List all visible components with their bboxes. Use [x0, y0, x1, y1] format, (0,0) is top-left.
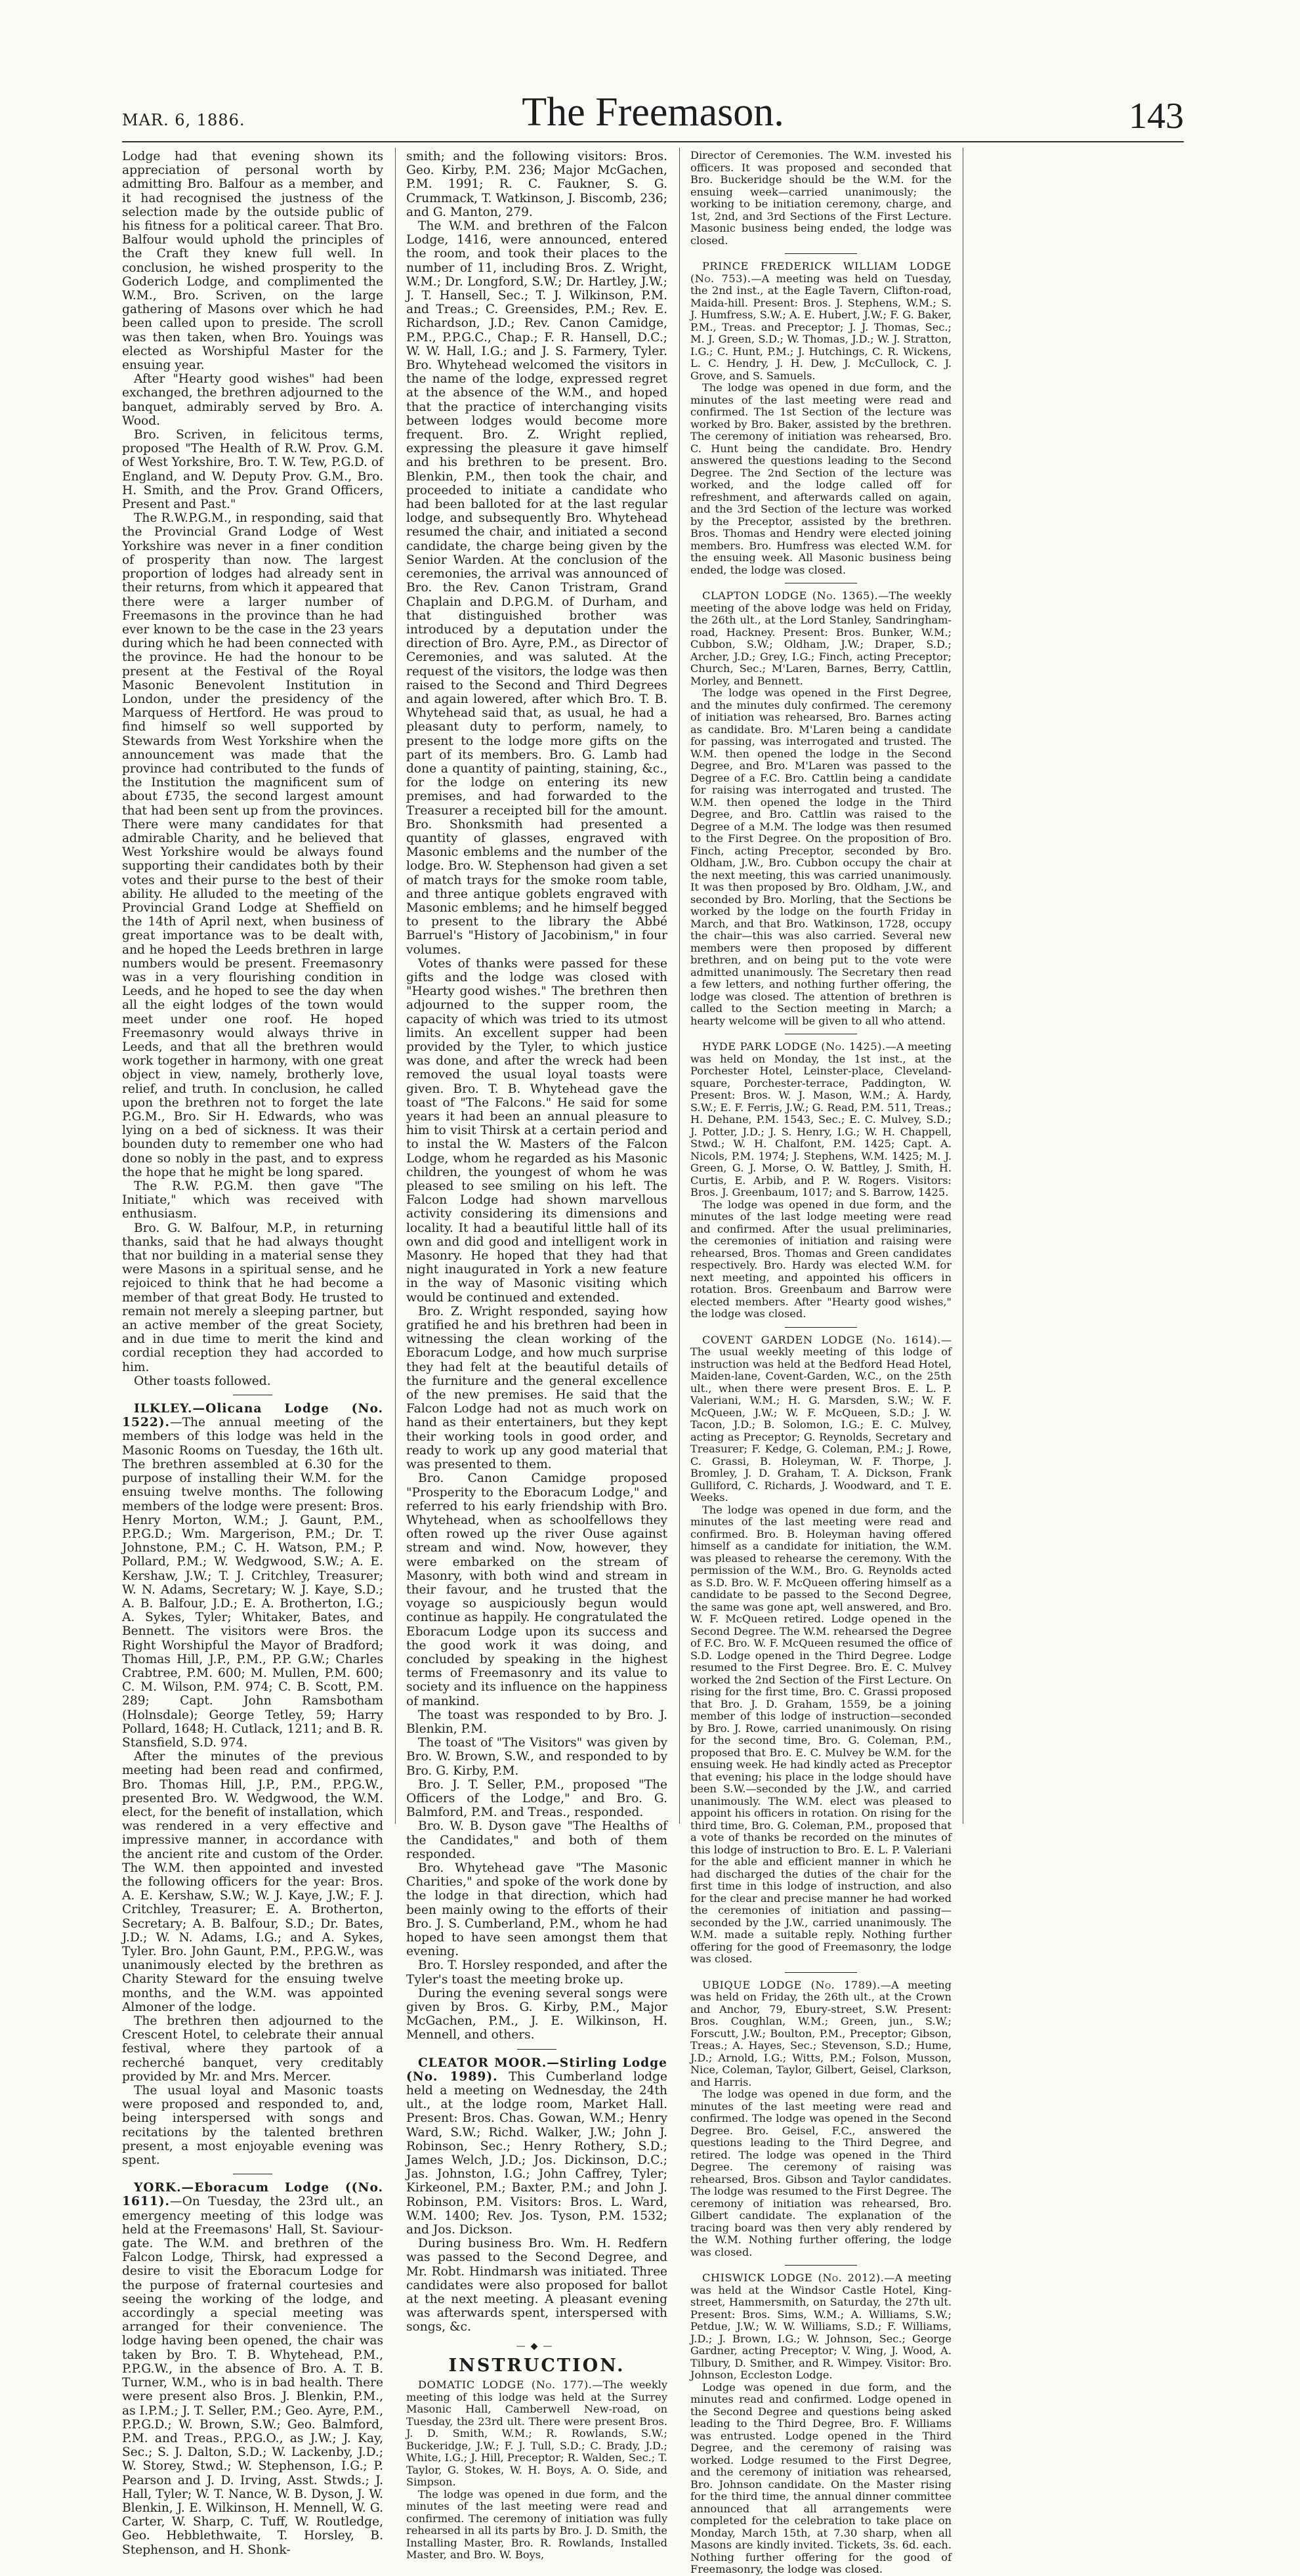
column-divider [395, 148, 396, 1824]
paragraph: The lodge was opened in due form, and the minutes of the last meeting were read and confirmed. Bro. B. Holeyman having offered himself as a candidate for initiation, the W.M. was pleased to rehearse the ceremony. With the permission of the W.M., Bro. G. Reynolds acted as S.D. Bro. W. F. McQueen offering himself as a candidate to be passed to the Second Degree, the same was gone apt, well answered, and Bro. W. F. McQueen retired. Lodge opened in the Second Degree. The W.M. rehearsed the Degree of F.C. Bro. W. F. McQueen resumed the office of S.D. Lodge opened in the Third Degree. Lodge resumed to the First Degree. Bro. E. C. Mulvey worked the 2nd Section of the First Lecture. On rising for the first time, Bro. C. Grassi proposed that Bro. J. D. Graham, 1559, be a joining member of this lodge of instruction—seconded by Bro. J. Rowe, carried unanimously. On rising for the second time, Bro. G. Coleman, P.M., proposed that Bro. E. C. Mulvey be W.M. for the ensuing week. He had kindly acted as Preceptor that evening; his place in the lodge should have been S.W.—seconded by the J.W., and carried unanimously. The W.M. elect was pleased to appoint his officers in rotation. On rising for the third time, Bro. G. Coleman, P.M., proposed that a vote of thanks be recorded on the minutes of this lodge of instruction to Bro. E. L. P. Valeriani for the able and efficient manner in which he had discharged the duties of the chair for the first time in this lodge of instruction, and also for the clear and precise manner he had worked the ceremonies of initiation and passing—seconded by the J.W., carried unanimously. The W.M. made a suitable reply. Nothing further offering for the good of Freemasonry, the lodge was closed. [690, 1503, 952, 1965]
paragraph: The brethren then adjourned to the Crescent Hotel, to celebrate their annual festival, where they partook of a recherché banquet, very creditably provided by Mr. and Mrs. Mercer. [122, 2014, 383, 2084]
column-3 [690, 149, 952, 2575]
article-clapton [690, 590, 952, 687]
article-covent-garden [690, 1334, 952, 1504]
column-divider [679, 148, 680, 1824]
paragraph: The lodge was opened in the First Degree, and the minutes duly confirmed. The ceremony of initiation was rehearsed, Bro. Barnes acting as candidate. Bro. M'Laren being a candidate for passing, was interrogated and trusted. The W.M. then opened the lodge in the Second Degree, and Bro. M'Laren was passed to the Degree of a F.C. Bro. Cattlin being a candidate for raising was interrogated and trusted. The W.M. then opened the lodge in the Third Degree, and Bro. Cattlin was raised to the Degree of a M.M. The lodge was then resumed to the First Degree. On the proposition of Bro. Finch, acting Preceptor, seconded by Bro. Oldham, J.W., Bro. Cubbon occupy the chair at the next meeting, this was carried unanimously. It was then proposed by Bro. Oldham, J.W., and seconded by Bro. Morling, that the Sections be worked by the lodge on the fourth Friday in March, and that Bro. Watkinson, 1728, occupy the chair—this was also carried. Several new members were then proposed by different brethren, and on being put to the vote were admitted unanimously. The Secretary then read a few letters, and nothing further offering, the lodge was closed. The attention of brethren is called to the Section meeting in March; a hearty welcome will be given to all who attend. [690, 686, 952, 1027]
diamond-separator: —◆— [516, 2340, 558, 2352]
section-separator [785, 2265, 857, 2266]
paragraph: The toast was responded to by Bro. J. Blenkin, P.M. [406, 1708, 667, 1736]
article-text: —The annual meeting of the members of this lodge was held in the Masonic Rooms on Tuesday, the 16th ult. The brethren assembled at 6.30 for the purpose of installing their W.M. for the ensuing twelve months. The following members of the lodge were present: Bros. Henry Morton, W.M.; J. Gaunt, P.M., P.P.G.D.; Wm. Margerison, P.M.; Dr. T. Johnstone, P.M.; C. H. Watson, P.M.; P. Pollard, P.M.; W. Wedgwood, S.W.; A. E. Kershaw, J.W.; T. J. Critchley, Treasurer; W. N. Adams, Secretary; W. J. Kaye, S.D.; A. B. Balfour, J.D.; E. A. Brotherton, I.G.; A. Sykes, Tyler; Whitaker, Bates, and Bennett. The visitors were Bros. the Right Worshipful the Mayor of Bradford; Thomas Hill, J.P., P.M., P.P. G.W.; Charles Crabtree, P.M. 600; M. Mullen, P.M. 600; C. M. Wilson, P.M. 974; C. B. Scott, P.M. 289; Capt. John Ramsbotham (Holnsdale); George Tetley, 59; Harry Pollard, 1648; H. Cutlack, 1211; and B. R. Stansfield, S.D. 974. [122, 1416, 383, 1750]
article-heading: PRINCE FREDERICK WILLIAM LODGE (No. 753). [690, 260, 952, 285]
article-text: —On Tuesday, the 23rd ult., an emergency meeting of this lodge was held at the Freemasons' Hall, St. Saviour-gate. The W.M. and brethren of the Falcon Lodge, Thirsk, had expressed a desire to visit the Eboracum Lodge for the purpose of fraternal courtesies and seeing the working of the lodge, and accordingly a special meeting was arranged for their convenience. The lodge having been opened, the chair was taken by Bro. T. B. Whytehead, P.M., P.P.G.W., in the absence of Bro. A. T. B. Turner, W.M., who is in bad health. There were present also Bros. J. Blenkin, P.M., as I.P.M.; J. T. Seller, P.M.; Geo. Ayre, P.M., P.P.G.D.; W. Brown, S.W.; Geo. Balmford, P.M. and Treas., P.P.G.O., as J.W.; J. Kay, Sec.; S. J. Dalton, S.D.; W. Lackenby, J.D.; W. Storey, Stwd.; W. Stephenson, I.G.; P. Pearson and J. D. Irving, Asst. Stwds.; J. Hall, Tyler; W. T. Nance, W. B. Dyson, J. W. Blenkin, J. E. Wilkinson, H. Mennell, W. G. Carter, W. Sharp, C. Tuff, W. Routledge, Geo. Hebblethwaite, T. Horsley, B. Stephenson, and H. Shonk- [122, 2195, 383, 2557]
article-text: —A meeting was held on Friday, the 26th ult., at the Crown and Anchor, 79, Ebury-street, S.W. Present: Bros. Coughlan, W.M.; Green, jun., S.W.; Forscutt, J.W.; Boulton, P.M., Preceptor; Gibson, Treas.; A. Hayes, Sec.; Stevenson, S.D.; Hume, J.D.; Arnold, I.G.; Witts, P.M.; Folson, Musson, Nice, Coleman, Taylor, Gilbert, Geisel, Clarkson, and Harris. [690, 1978, 952, 2088]
article-heading: DOMATIC LODGE (No. 177). [418, 2378, 593, 2392]
paragraph: Lodge had that evening shown its appreciation of personal worth by admitting Bro. Balfour as a member, and it had recognised the justness of the selection made by the outside public of his fitness for a political career. That Bro. Balfour would uphold the principles of the Craft they knew full well. In conclusion, he wished prosperity to the Goderich Lodge, and complimented the W.M., Bro. Scriven, on the large gathering of Masons over which he had been called upon to preside. The scroll was then taken, when Bro. Youings was elected as Worshipful Master for the ensuing year. [122, 150, 383, 373]
column-1 [122, 150, 383, 2557]
paragraph: Bro. Z. Wright responded, saying how gratified he and his brethren had been in witnessing the clean working of the Eboracum Lodge, and how much surprise they had felt at the beautiful details of the furniture and the general excellence of the new premises. He said that the Falcon Lodge had not as much work on hand as their entertainers, but they kept their working tools in good order, and ready to work up any good material that was presented to them. [406, 1304, 667, 1472]
paragraph: The toast of "The Visitors" was given by Bro. W. Brown, S.W., and responded to by Bro. G. Kirby, P.M. [406, 1736, 667, 1778]
section-separator [785, 1972, 857, 1973]
paragraph: The lodge was opened in due form, and the minutes of the last lodge meeting were read and confirmed. After the usual preliminaries, the ceremonies of initiation and raising were rehearsed, Bros. Thomas and Green candidates respectively. Bro. Hardy was elected W.M. for next meeting, and appointed his officers in rotation. Bros. Greenbaum and Barrow were elected members. After "Hearty good wishes," the lodge was closed. [690, 1198, 952, 1320]
paragraph: Bro. W. B. Dyson gave "The Healths of the Candidates," and both of them responded. [406, 1819, 667, 1861]
article-domatic [406, 2379, 667, 2489]
article-heading: CLAPTON LODGE (No. 1365). [702, 589, 879, 602]
paragraph: The R.W.P.G.M., in responding, said that the Provincial Grand Lodge of West Yorkshire was never in a finer condition of prosperity than now. The largest proportion of lodges had already sent in their returns, from which it appeared that there were a larger number of Freemasons in the province than he had ever known to be the case in the 23 years during which he had been connected with the province. He had the honour to be present at the Festival of the Royal Masonic Benevolent Institution in London, under the presidency of the Marquess of Hertford. He was proud to find himself so well supported by Stewards from West Yorkshire when the announcement was made that the province had contributed to the funds of the Institution the magnificent sum of about £735, the second largest amount that had been sent up from the provinces. There were many candidates for that admirable Charity, and he believed that West Yorkshire would be always found supporting their candidates both by their votes and their purse to the best of their ability. He alluded to the meeting of the Provincial Grand Lodge at Sheffield on the 14th of April next, when business of great importance was to be dealt with, and he hoped the Leeds brethren in large numbers would be present. Freemasonry was in a very flourishing condition in Leeds, and he hoped to see the day when all the eight lodges of the town would meet under one roof. He hoped Freemasonry would always thrive in Leeds, and that all the brethren would work together in harmony, with one great object in view, namely, brotherly love, relief, and truth. In conclusion, he called upon the brethren not to forget the late P.G.M., Bro. Sir H. Edwards, who was lying on a bed of sickness. It was their bounden duty to remember one who had done so nobly in the past, and to express the hope that he might be long spared. [122, 511, 383, 1179]
paragraph: Bro. Whytehead gave "The Masonic Charities," and spoke of the work done by the lodge in that direction, which had been mainly owing to the efforts of their Bro. J. S. Cumberland, P.M., whom he had hoped to have seen amongst them that evening. [406, 1861, 667, 1959]
paragraph: smith; and the following visitors: Bros. Geo. Kirby, P.M. 236; Major McGachen, P.M. 1991; R. C. Faukner, S. G. Crummack, T. Watkinson, J. Biscomb, 236; and G. Manton, 279. [406, 150, 667, 219]
article-ilkley [122, 1402, 383, 1750]
article-hyde-park [690, 1041, 952, 1199]
article-heading: CHISWICK LODGE (No. 2012). [702, 2271, 885, 2284]
column-2 [406, 150, 668, 2562]
paragraph: The R.W. P.G.M. then gave "The Initiate," which was received with enthusiasm. [122, 1179, 383, 1221]
article-heading: YORK.—Eboracum Lodge ((No. 1611). [122, 2181, 383, 2209]
paragraph: The lodge was opened in due form, and the minutes of the last meeting were read and confirmed. The 1st Section of the lecture was worked by Bro. Baker, assisted by the brethren. The ceremony of initiation was rehearsed, Bro. C. Hunt being the candidate. Bro. Hendry answered the questions leading to the Second Degree. The 2nd Section of the lecture was worked, and the lodge called off for refreshment, and afterwards called on again, and the 3rd Section of the lecture was worked by the Preceptor, assisted by the brethren. Bros. Thomas and Hendry were elected joining members. Bro. Humfress was elected W.M. for the ensuing week. All Masonic business being ended, the lodge was closed. [690, 381, 952, 576]
paragraph: Director of Ceremonies. The W.M. invested his officers. It was proposed and seconded that Bro. Buckeridge should be the W.M. for the ensuing week—carried unanimously; the working to be initiation ceremony, charge, and 1st, 2nd, and 3rd Sections of the First Lecture. Masonic business being ended, the lodge was closed. [690, 149, 952, 247]
article-text: This Cumberland lodge held a meeting on Wednesday, the 24th ult., at the lodge room, Market Hall. Present: Bros. Chas. Gowan, W.M.; Henry Ward, S.W.; Richd. Walker, J.W.; John J. Robinson, Sec.; Henry Rothery, S.D.; James Welch, J.D.; Jos. Dickinson, D.C.; Jas. Johnston, I.G.; John Caffrey, Tyler; Kirkeonel, P.M.; Baxter, P.M.; and John J. Robinson, P.M. Visitors: Bros. L. Ward, W.M. 1400; Rev. Jos. Tyson, P.M. 1532; and Jos. Dickson. [406, 2069, 667, 2237]
article-heading: ILKLEY.—Olicana Lodge (No. 1522). [122, 1402, 383, 1430]
article-heading: UBIQUE LODGE (No. 1789). [702, 1978, 881, 1991]
article-heading: COVENT GARDEN LODGE (No. 1614). [702, 1333, 941, 1346]
article-text: —The weekly meeting of the above lodge was held on Friday, the 26th ult., at the Lord Stanley, Sandringham-road, Hackney. Present: Bros. Bunker, W.M.; Cubbon, S.W.; Oldham, J.W.; Draper, S.D.; Archer, J.D.; Grey, I.G.; Finch, acting Preceptor; Church, Sec.; M'Laren, Barnes, Berry, Cattlin, Morley, and Bennett. [690, 589, 952, 687]
section-title-instruction: INSTRUCTION. [448, 2355, 625, 2376]
paragraph: Other toasts followed. [134, 1374, 271, 1388]
paragraph: The W.M. and brethren of the Falcon Lodge, 1416, were announced, entered the room, and took their places to the number of 11, including Bros. Z. Wright, W.M.; Dr. Longford, S.W.; Dr. Hartley, J.W.; J. T. Hansell, Sec.; T. J. Wilkinson, P.M. and Treas.; C. Greensides, P.M.; Rev. E. Richardson, J.D.; Rev. Canon Camidge, P.M., P.P.G.C., Chap.; F. R. Hansell, D.C.; W. W. Hall, I.G.; and J. S. Farmery, Tyler. Bro. Whytehead welcomed the visitors in the name of the lodge, expressed regret at the absence of the W.M., and hoped that the practice of interchanging visits between lodges would become more frequent. Bro. Z. Wright replied, expressing the pleasure it gave himself and his brethren to be present. Bro. Blenkin, P.M., then took the chair, and proceeded to initiate a candidate who had been balloted for at the last regular lodge, and subsequently Bro. Whytehead resumed the chair, and initiated a second candidate, the charge being given by the Senior Warden. At the conclusion of the ceremonies, the arrival was announced of Bro. the Rev. Canon Tristram, Grand Chaplain and D.P.G.M. of Durham, and that distinguished brother was introduced by a deputation under the direction of Bro. Ayre, P.M., as Director of Ceremonies, and was saluted. At the request of the visitors, the lodge was then raised to the Second and Third Degrees and again lowered, after which Bro. T. B. Whytehead said that, as usual, he had a pleasant duty to perform, namely, to present to the lodge more gifts on the part of its members. Bro. G. Lamb had done a quantity of painting, staining, &c., for the lodge on entering its new premises, and had forwarded to the Treasurer a receipted bill for the amount. Bro. Shonksmith had presented a quantity of glasses, engraved with Masonic emblems and the number of the lodge. Bro. W. Stephenson had given a set of match trays for the smoke room table, and three antique goblets engraved with Masonic emblems; and he himself begged to present to the library the Abbé Barruel's "History of Jacobinism," in four volumes. [406, 219, 668, 957]
paragraph: During the evening several songs were given by Bros. G. Kirby, P.M., Major McGachen, P.M., J. E. Wilkinson, H. Mennell, and others. [406, 1986, 667, 2042]
article-prince-frederick-william [690, 261, 952, 382]
article-text: —A meeting was held on Tuesday, the 2nd inst., at the Eagle Tavern, Clifton-road, Maida-hill. Present: Bros. J. Stephens, W.M.; S. J. Humfress, S.W.; A. E. Hubert, J.W.; F. G. Baker, P.M., Treas. and Preceptor; J. J. Thomas, Sec.; M. J. Green, S.D.; W. Thomas, J.D.; W. J. Stratton, I.G.; C. Hunt, P.M.; J. Hutchings, C. R. Wickens, L. C. Hendry, J. H. Dew, J. McCullock, C. J. Grove, and S. Samuels. [690, 272, 952, 382]
paragraph: The usual loyal and Masonic toasts were proposed and responded to, and, being interspersed with songs and recitations by the talented brethren present, a most enjoyable evening was spent. [122, 2084, 383, 2168]
article-text: —A meeting was held at the Windsor Castle Hotel, King-street, Hammersmith, on Saturday, the 27th ult. Present: Bros. Sims, W.M.; A. Williams, S.W.; Petdue, J.W.; W. W. Williams, S.D.; F. Williams, J.D.; J. Brown, I.G.; W. Johnson, Sec.; George Gardner, acting Preceptor; V. Wing, J. Wood, A. Tilbury, D. Smither, and R. Wimpey. Visitor: Bro. Johnson, Eccleston Lodge. [690, 2271, 952, 2381]
issue-date: MAR. 6, 1886. [122, 111, 245, 129]
paragraph: Bro. Canon Camidge proposed "Prosperity to the Eboracum Lodge," and referred to his early friendship with Bro. Whytehead, when as schoolfellows they often rowed up the river Ouse against stream and wind. Now, however, they were embarked on the stream of Masonry, with both wind and stream in their favour, and he trusted that the voyage so auspiciously begun would continue as happily. He congratulated the Eboracum Lodge upon its success and the good work it was doing, and concluded by speaking in the highest terms of Freemasonry and its value to society and its influence on the happiness of mankind. [406, 1471, 667, 1708]
section-separator [517, 2049, 556, 2050]
paragraph: The lodge was opened in due form, and the minutes of the last meeting were read and confirmed. The ceremony of initiation was fully rehearsed in all its parts by Bro. J. D. Smith, the Installing Master, Bro. R. Rowlands, Installed Master, and Bro. W. Boys, [406, 2487, 667, 2562]
article-ubique [690, 1979, 952, 2089]
article-text: —The usual weekly meeting of this lodge of instruction was held at the Bedford Head Hotel, Maiden-lane, Covent-Garden, W.C., on the 25th ult., when there were present Bros. E. L. P. Valeriani, W.M.; H. G. Marsden, S.W.; W. F. McQueen, J.W.; W. F. McQueen, S.D.; J. W. Tacon, J.D.; B. Solomon, I.G.; E. C. Mulvey, acting as Preceptor; G. Reynolds, Secretary and Treasurer; F. Kedge, G. Coleman, P.M.; J. Rowe, C. Grassi, B. Holeyman, W. F. Thorpe, J. Bromley, J. D. Graham, T. A. Dickson, Frank Gulliford, C. Richards, J. Woodward, and T. E. Weeks. [690, 1333, 952, 1504]
article-cleator-moor [406, 2056, 667, 2237]
paragraph: During business Bro. Wm. H. Redfern was passed to the Second Degree, and Mr. Robt. Hindmarsh was initiated. Three candidates were also proposed for ballot at the next meeting. A pleasant evening was afterwards spent, interspersed with songs, &c. [406, 2237, 667, 2334]
article-heading: CLEATOR MOOR.—Stirling Lodge (No. 1989). [406, 2056, 667, 2084]
paragraph: After the minutes of the previous meeting had been read and confirmed, Bro. Thomas Hill, J.P., P.M., P.P.G.W., presented Bro. W. Wedgwood, the W.M. elect, for the benefit of installation, which was rendered in a very effective and impressive manner, in accordance with the ancient rite and custom of the Order. The W.M. then appointed and invested the following officers for the year: Bros. A. E. Kershaw, S.W.; W. J. Kaye, J.W.; F. J. Critchley, Treasurer; E. A. Brotherton, Secretary; A. B. Balfour, S.D.; Dr. Bates, J.D.; W. N. Adams, I.G.; and A. Sykes, Tyler. Bro. John Gaunt, P.M., P.P.G.W., was unanimously elected by the brethren as Charity Steward for the ensuing twelve months, and the W.M. was appointed Almoner of the lodge. [122, 1750, 383, 2014]
article-heading: HYDE PARK LODGE (No. 1425). [702, 1040, 886, 1053]
paragraph: Bro. G. W. Balfour, M.P., in returning thanks, said that he had always thought that nor building in a material sense they were Masons in a spiritual sense, and he rejoiced to think that he had become a member of that great Body. He trusted to remain not merely a sleeping partner, but an active member of the great Society, and in due time to merit the kind and cordial reception they had accorded to him. [122, 1221, 383, 1374]
article-text: —A meeting was held on Monday, the 1st inst., at the Porchester Hotel, Leinster-place, Cleveland-square, Porchester-terrace, Paddington, W. Present: Bros. W. J. Mason, W.M.; A. Hardy, S.W.; E. F. Ferris, J.W.; G. Read, P.M. 511, Treas.; H. Dehane, P.M. 1543, Sec.; E. C. Mulvey, S.D.; J. Potter, J.D.; J. S. Henry, I.G.; W. H. Chappell, Stwd.; W. H. Chalfont, P.M. 1425; Capt. A. Nicols, P.M. 1974; J. Stephens, W.M. 1425; M. J. Green, G. J. Morse, O. W. Battley, J. Smith, H. Curtis, E. Arbib, and P. W. Rogers. Visitors: Bros. J. Greenbaum, 1017; and S. Barrow, 1425. [690, 1040, 952, 1198]
paragraph: Bro. J. T. Seller, P.M., proposed "The Officers of the Lodge," and Bro. G. Balmford, P.M. and Treas., responded. [406, 1777, 667, 1820]
paragraph: The lodge was opened in due form, and the minutes of the last meeting were read and confirmed. The lodge was opened in the Second Degree. Bro. Geisel, F.C., answered the questions leading to the Third Degree, and retired. The lodge was opened in the Third Degree. The ceremony of raising was rehearsed, Bros. Gibson and Taylor candidates. The lodge was resumed to the First Degree. The ceremony of initiation was rehearsed, Bro. Gilbert candidate. The explanation of the tracing board was then very ably rendered by the W.M. Nothing further offering, the lodge was closed. [690, 2088, 952, 2258]
paragraph: Votes of thanks were passed for these gifts and the lodge was closed with "Hearty good wishes." The brethren then adjourned to the supper room, the capacity of which was tried to its utmost limits. An excellent supper had been provided by the Tyler, to which justice was done, and after the wreck had been removed the usual loyal toasts were given. Bro. T. B. Whytehead gave the toast of "The Falcons." He said for some years it had been an annual pleasure to him to visit Thirsk at a certain period and to instal the W. Masters of the Falcon Lodge, whom he regarded as his Masonic children, the youngest of whom he was pleased to see smiling on his left. The Falcon Lodge had shown marvellous activity considering its dimensions and locality. It had a beautiful little hall of its own and did good and intelligent work in Masonry. He hoped that they had that night inaugurated in York a new feature in the way of Masonic visiting which would be continued and extended. [406, 956, 667, 1305]
article-text: —The weekly meeting of this lodge was held at the Surrey Masonic Hall, Camberwell New-road, on Tuesday, the 23rd ult. There were present Bros. J. D. Smith, W.M.; R. Rowlands, S.W.; Buckeridge, J.W.; F. J. Tull, S.D.; C. Brady, J.D.; White, I.G.; J. Hill, Preceptor; R. Walden, Sec.; T. Taylor, G. Stokes, W. H. Boys, A. O. Side, and Simpson. [406, 2378, 667, 2489]
paragraph: Bro. T. Horsley responded, and after the Tyler's toast the meeting broke up. [406, 1958, 667, 1987]
article-chiswick [690, 2272, 952, 2382]
publication-title: The Freemason. [522, 90, 784, 135]
masthead [122, 89, 1184, 136]
section-separator [785, 1327, 857, 1328]
paragraph: After "Hearty good wishes" had been exchanged, the brethren adjourned to the banquet, admirably served by Bro. A. Wood. [122, 372, 383, 428]
paragraph: Bro. Scriven, in felicitous terms, proposed "The Health of R.W. Prov. G.M. of West Yorkshire, Bro. T. W. Tew, P.G.D. of England, and W. Deputy Prov. G.M., Bro. H. Smith, and the Prov. Grand Officers, Present and Past." [122, 428, 383, 512]
page-number: 143 [1129, 96, 1184, 137]
paragraph: Lodge was opened in due form, and the minutes read and confirmed. Lodge opened in the Second Degree and questions being asked leading to the Third Degree, Bro. F. Williams was entrusted. Lodge opened in the Third Degree, and the ceremony of raising was worked. Lodge resumed to the First Degree, and the ceremony of initiation was rehearsed, Bro. Johnson candidate. On the Master rising for the third time, the annual dinner committee announced that all arrangements were completed for the celebration to take place on Monday, March 15th, at 7.30 sharp, when all Masons are kindly invited. Tickets, 3s. 6d. each. Nothing further offering for the good of Freemasonry, the lodge was closed. [690, 2380, 952, 2575]
article-york [122, 2181, 383, 2556]
masthead-rule [122, 141, 1184, 142]
section-separator [785, 253, 857, 254]
